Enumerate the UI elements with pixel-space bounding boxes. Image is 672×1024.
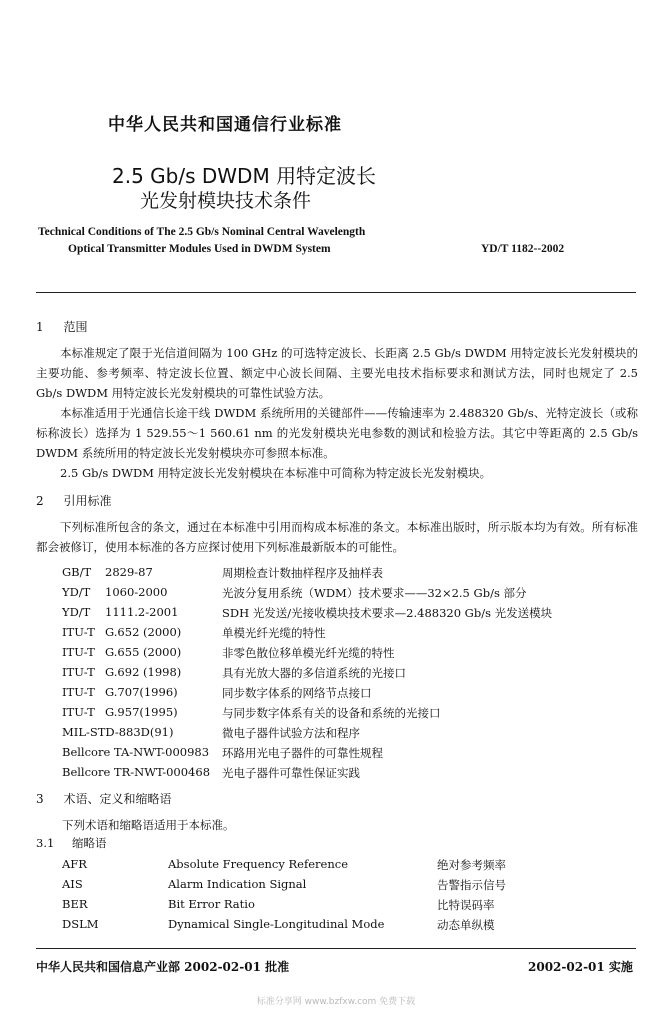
terms-intro: 下列术语和缩略语适用于本标准。 [62,818,235,832]
english-title-line2: Optical Transmitter Modules Used in DWDM System [68,243,331,255]
reference-title: 光电子器件可靠性保证实践 [222,766,360,780]
references-intro: 下列标准所包含的条文，通过在本标准中引用而构成本标准的条文。本标准出版时，所示版本均为有效。所有标准都会被修订，使用本标准的各方应探讨使用下列标准最新版本的可能性。 [36,520,638,554]
footer-rule [36,948,636,949]
reference-number: G.707(1996) [105,685,178,699]
section-number: 1 [36,320,44,334]
section-2-heading [36,492,111,509]
reference-title: 周期检查计数抽样程序及抽样表 [222,566,383,580]
reference-org: MIL-STD-883D(91) [62,725,174,739]
scope-paragraph-1: 本标准规定了限于光信道间隔为 100 GHz 的可选特定波长、长距离 2.5 Gb/s DWDM 用特定波长光发射模块的主要功能、参考频率、特定波长位置、额定中心波长间隔、主要光电技术指标要求和测试方法，同时也规定了 2.5 Gb/s DWDM 用特定波长光发射模块的可靠性试验方法。 [36,346,638,400]
reference-number: G.655 (2000) [105,645,182,659]
section-title: 术语、定义和缩略语 [63,792,172,806]
reference-org: ITU-T [62,625,95,639]
section-title: 范围 [63,320,88,334]
abbreviation-english: Bit Error Ratio [168,897,255,911]
abbreviation-english: Dynamical Single-Longitudinal Mode [168,917,385,931]
reference-org: YD/T [62,585,91,599]
section-3-heading [36,790,171,807]
abbreviation-chinese: 绝对参考频率 [437,858,506,872]
section-number: 3 [36,792,44,806]
reference-number: 1111.2-2001 [105,605,179,619]
subsection-title: 缩略语 [71,836,107,850]
subsection-3-1-heading [36,835,106,851]
reference-org: ITU-T [62,665,95,679]
reference-number: G.652 (2000) [105,625,182,639]
reference-org: ITU-T [62,685,95,699]
section-1-heading [36,318,87,335]
reference-org: ITU-T [62,645,95,659]
abbreviation-chinese: 告警指示信号 [437,878,506,892]
reference-number: G.957(1995) [105,705,178,719]
reference-title: 微电子器件试验方法和程序 [222,726,360,740]
reference-number: G.692 (1998) [105,665,182,679]
reference-title: 环路用光电子器件的可靠性规程 [222,746,383,760]
reference-org: ITU-T [62,705,95,719]
scope-paragraph-2: 本标准适用于光通信长途干线 DWDM 系统所用的关键部件——传输速率为 2.488320 Gb/s、光特定波长（或称标称波长）选择为 1 529.55～1 560.61 nm 的光发射模块光电参数的测试和检验方法。其它中等距离的 2.5 Gb/s DWDM 系统所用的特定波长光发射模块亦可参照本标准。 [36,406,638,460]
reference-org: Bellcore TR-NWT-000468 [62,765,211,779]
reference-title: 同步数字体系的网络节点接口 [222,686,372,700]
reference-org: YD/T [62,605,91,619]
approval-line: 中华人民共和国信息产业部 2002-02-01 批准 [36,960,290,974]
watermark-text: 标准分享网 www.bzfxw.com 免费下载 [256,997,416,1007]
abbreviation-chinese: 比特误码率 [437,898,495,912]
reference-number: 2829-87 [105,565,153,579]
reference-title: 与同步数字体系有关的设备和系统的光接口 [222,706,441,720]
reference-org: GB/T [62,565,92,579]
reference-title: 单模光纤光缆的特性 [222,626,326,640]
abbreviation-chinese: 动态单纵模 [437,918,495,932]
section-title: 引用标准 [63,494,112,508]
doc-title-line1: 2.5 Gb/s DWDM 用特定波长 [112,164,377,188]
english-title-line1: Technical Conditions of The 2.5 Gb/s Nominal Central Wavelength [38,226,366,238]
abbreviation: BER [62,897,88,911]
subsection-number: 3.1 [36,836,55,850]
abbreviation-english: Absolute Frequency Reference [168,857,348,871]
reference-org: Bellcore TA-NWT-000983 [62,745,210,759]
reference-number: 1060-2000 [105,585,168,599]
section-number: 2 [36,494,44,508]
scope-paragraph-3: 2.5 Gb/s DWDM 用特定波长光发射模块在本标准中可简称为特定波长光发射模块。 [60,466,492,480]
org-heading: 中华人民共和国通信行业标准 [108,115,342,135]
header-rule [36,292,636,293]
reference-title: 光波分复用系统（WDM）技术要求——32×2.5 Gb/s 部分 [222,586,527,600]
abbreviation: AIS [62,877,83,891]
standard-code: YD/T 1182--2002 [481,243,565,255]
reference-title: 非零色散位移单模光纤光缆的特性 [222,646,395,660]
abbreviation: DSLM [62,917,99,931]
implementation-date: 2002-02-01 实施 [528,960,633,974]
abbreviation-english: Alarm Indication Signal [168,877,307,891]
reference-title: SDH 光发送/光接收模块技术要求—2.488320 Gb/s 光发送模块 [222,606,553,620]
reference-title: 具有光放大器的多信道系统的光接口 [222,666,406,680]
abbreviation: AFR [62,857,87,871]
doc-title-line2: 光发射模块技术条件 [140,190,312,212]
